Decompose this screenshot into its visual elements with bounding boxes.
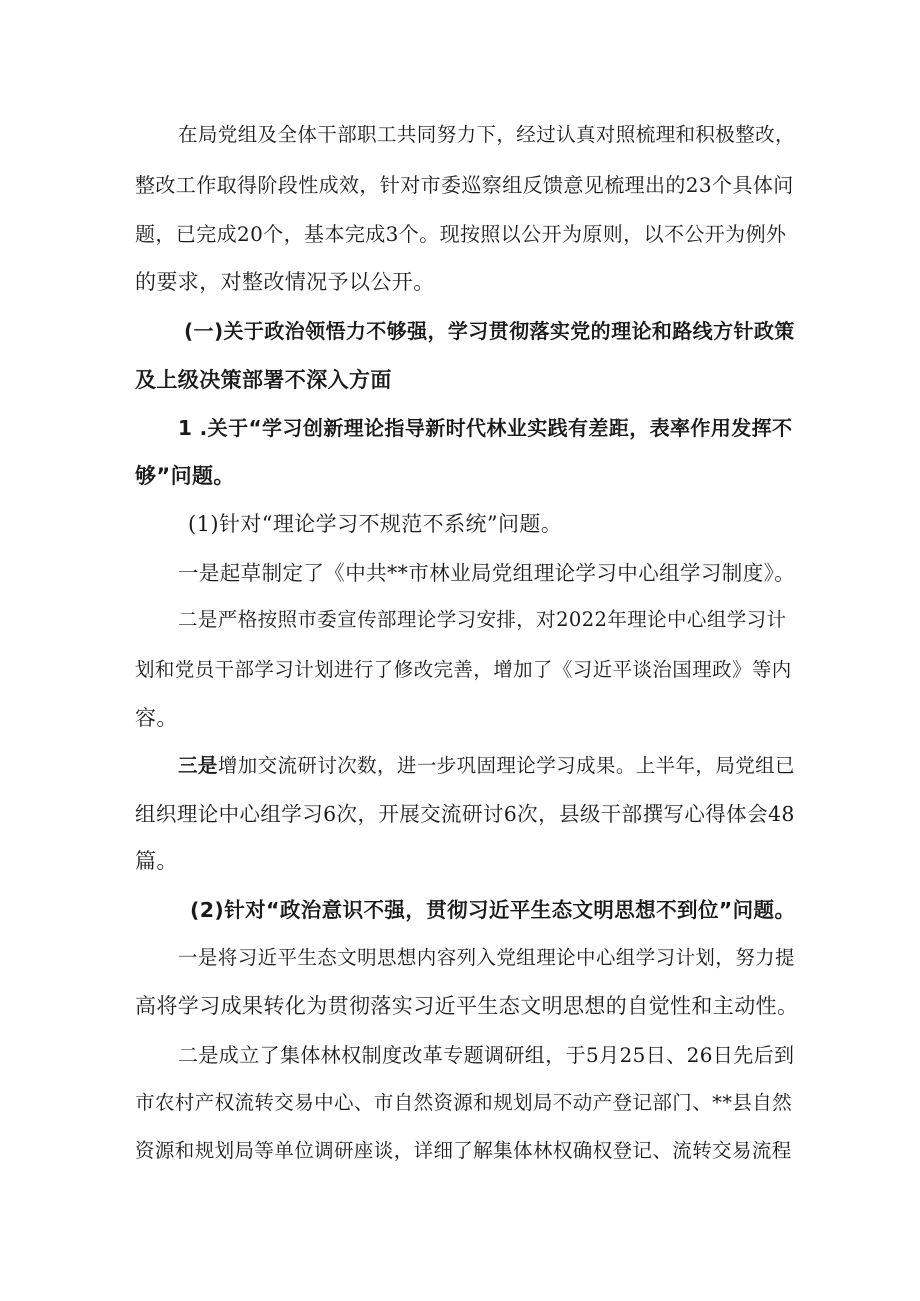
sub2-paragraph-2-line-1: 二是成立了集体林权制度改革专题调研组，于5月25日、26日先后到 (178, 1043, 795, 1067)
intro-line-2: 整改工作取得阶段性成效，针对市委巡察组反馈意见梳理出的23个具体问 (135, 173, 794, 197)
sub1-paragraph-2-line-3: 容。 (135, 706, 178, 730)
section1-heading-line-2: 及上级决策部署不深入方面 (135, 368, 392, 392)
sub1-paragraph-3-lead: 三是 (178, 754, 218, 777)
sub1-heading: (1)针对“理论学习不规范不系统”问题。 (188, 512, 563, 536)
sub1-paragraph-3-line-1-text: 增加交流研讨次数，进一步巩固理论学习成果。上半年，局党组已 (217, 754, 795, 777)
intro-line-1: 在局党组及全体干部职工共同努力下，经过认真对照梳理和积极整改， (178, 123, 795, 146)
sub2-paragraph-2-line-2: 市农村产权流转交易中心、市自然资源和规划局不动产登记部门、**县自然 (135, 1091, 793, 1114)
sub1-paragraph-2-line-2: 划和党员干部学习计划进行了修改完善，增加了《习近平谈治国理政》等内 (135, 658, 792, 681)
item1-heading-line-2: 够”问题。 (135, 464, 235, 488)
sub1-paragraph-3-line-3: 篇。 (135, 849, 178, 873)
sub2-heading: (2)针对“政治意识不强，贯彻习近平生态文明思想不到位”问题。 (190, 898, 796, 922)
sub1-paragraph-1: 一是起草制定了《中共**市林业局党组理论学习中心组学习制度》。 (178, 561, 796, 585)
sub1-paragraph-3-line-2: 组织理论中心组学习6次，开展交流研讨6次，县级干部撰写心得体会48 (135, 802, 795, 826)
intro-line-4: 的要求，对整改情况予以公开。 (135, 270, 435, 294)
sub2-paragraph-2-line-3: 资源和规划局等单位调研座谈，详细了解集体林权确权登记、流转交易流程 (135, 1139, 792, 1162)
sub1-paragraph-2-line-1: 二是严格按照市委宣传部理论学习安排，对2022年理论中心组学习计 (178, 608, 787, 631)
intro-line-3: 题，已完成20个，基本完成3个。现按照以公开为原则，以不公开为例外 (135, 222, 787, 246)
sub2-paragraph-1-line-1: 一是将习近平生态文明思想内容列入党组理论中心组学习计划，努力提 (178, 946, 795, 969)
section1-heading-line-1: (一)关于政治领悟力不够强，学习贯彻落实党的理论和路线方针政策 (184, 319, 795, 343)
sub1-paragraph-3-line-1 (178, 751, 795, 781)
item1-heading-line-1: 1 .关于“学习创新理论指导新时代林业实践有差距，表率作用发挥不 (178, 416, 793, 440)
sub2-paragraph-1-line-2: 高将学习成果转化为贯彻落实习近平生态文明思想的自觉性和主动性。 (135, 994, 799, 1018)
